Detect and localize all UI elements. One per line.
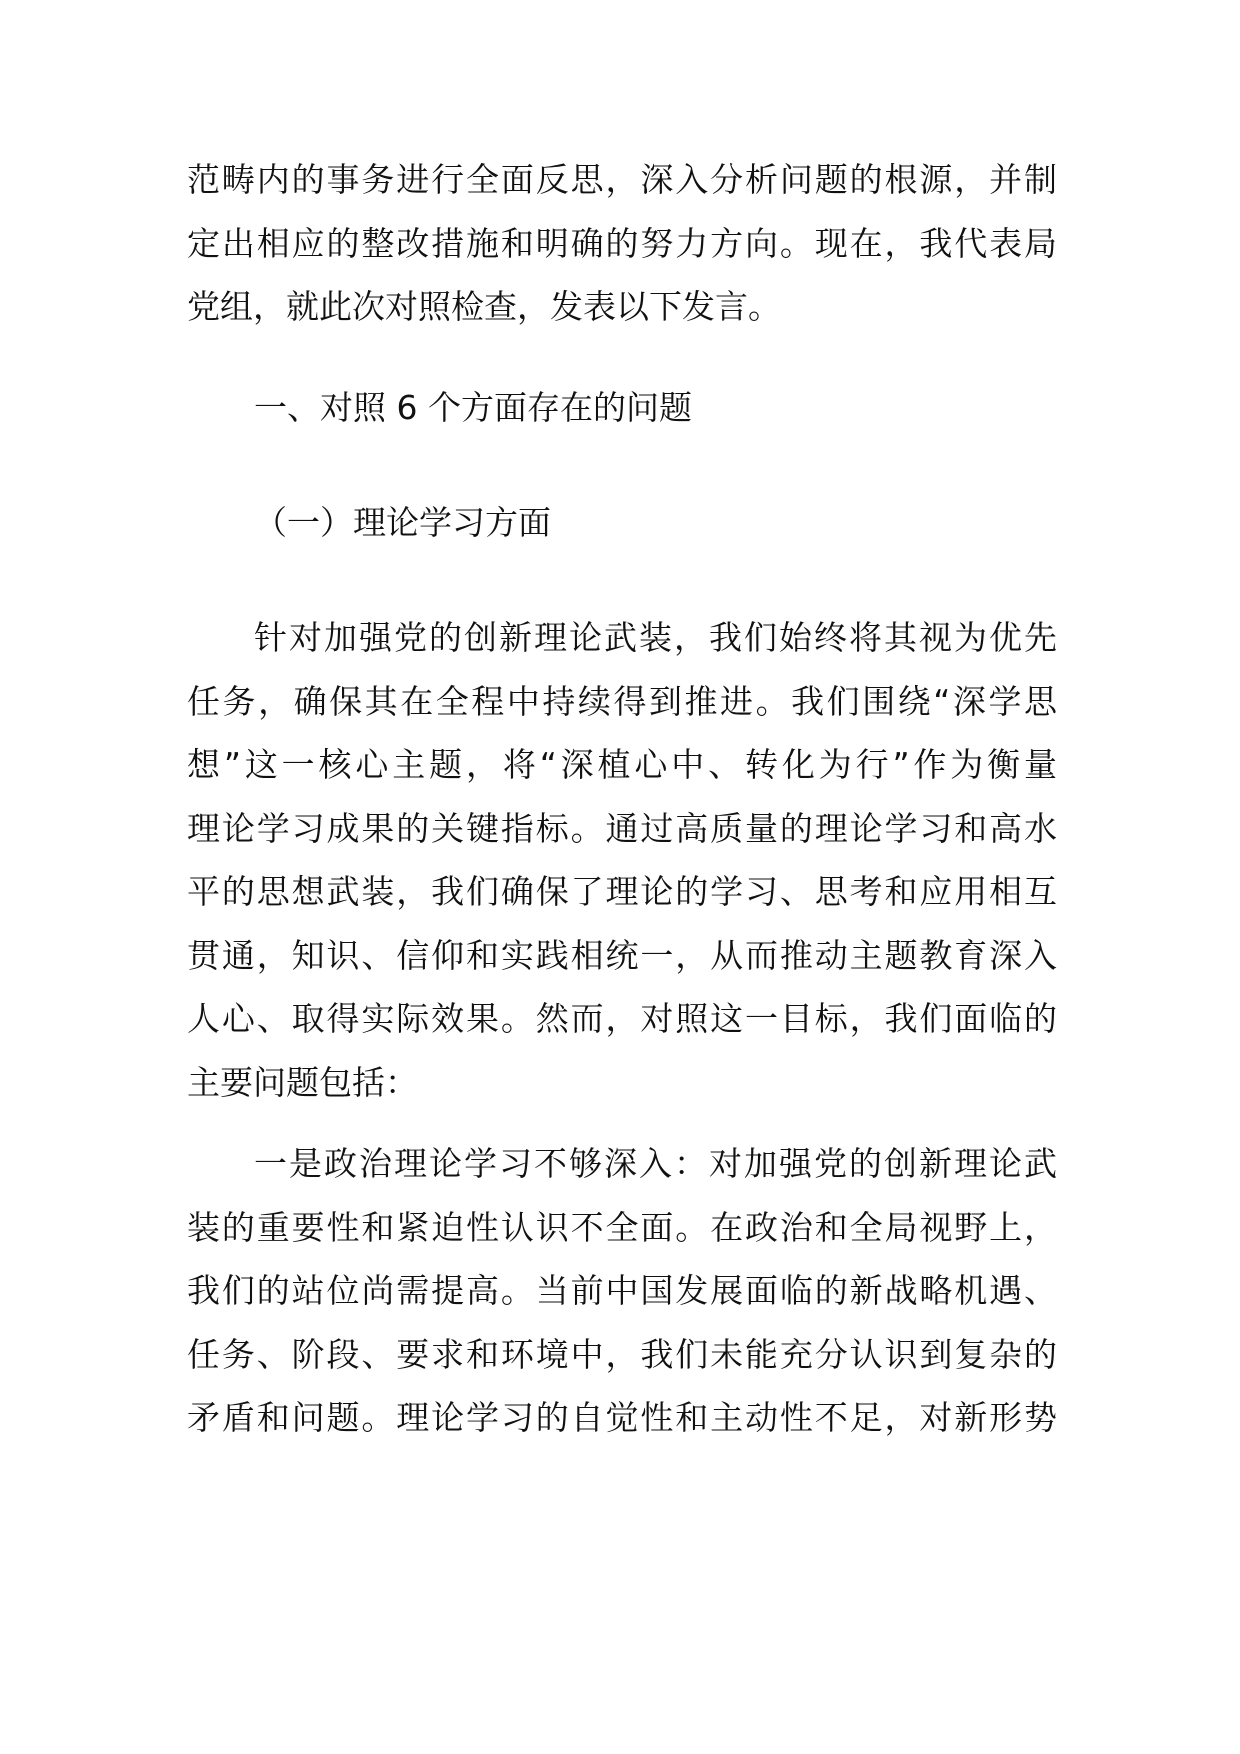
problem-1-line-4: 任务、阶段、要求和环境中，我们未能充分认识到复杂的 (187, 1334, 1057, 1374)
theory-line-1: 针对加强党的创新理论武装，我们始终将其视为优先 (254, 618, 1057, 657)
problem-1-line-2: 装的重要性和紧迫性认识不全面。在政治和全局视野上， (187, 1207, 1057, 1247)
subsection-heading-1: （一）理论学习方面 (254, 503, 551, 542)
intro-line-3: 党组，就此次对照检查，发表以下发言。 (187, 287, 781, 326)
problem-1-line-3: 我们的站位尚需提高。当前中国发展面临的新战略机遇、 (187, 1271, 1057, 1310)
theory-line-2: 任务，确保其在全程中持续得到推进。我们围绕“深学思 (187, 681, 1057, 721)
intro-line-1: 范畴内的事务进行全面反思，深入分析问题的根源，并制 (187, 160, 1057, 199)
theory-line-6: 贯通，知识、信仰和实践相统一，从而推动主题教育深入 (187, 935, 1057, 975)
problem-1-line-1: 一是政治理论学习不够深入：对加强党的创新理论武 (254, 1144, 1057, 1183)
theory-line-3: 想”这一核心主题，将“深植心中、转化为行”作为衡量 (187, 745, 1057, 784)
theory-line-4: 理论学习成果的关键指标。通过高质量的理论学习和高水 (187, 808, 1057, 848)
intro-line-2: 定出相应的整改措施和明确的努力方向。现在，我代表局 (187, 223, 1057, 263)
theory-line-8: 主要问题包括： (187, 1062, 418, 1102)
problem-1-paragraph (187, 1132, 1057, 1450)
problem-1-line-5: 矛盾和问题。理论学习的自觉性和主动性不足，对新形势 (187, 1398, 1057, 1437)
section-heading-1: 一、对照 6 个方面存在的问题 (254, 388, 692, 427)
theory-line-7: 人心、取得实际效果。然而，对照这一目标，我们面临的 (187, 999, 1057, 1038)
theory-line-5: 平的思想武装，我们确保了理论的学习、思考和应用相互 (187, 872, 1057, 911)
theory-paragraph (187, 606, 1057, 1114)
intro-paragraph (187, 148, 1057, 339)
